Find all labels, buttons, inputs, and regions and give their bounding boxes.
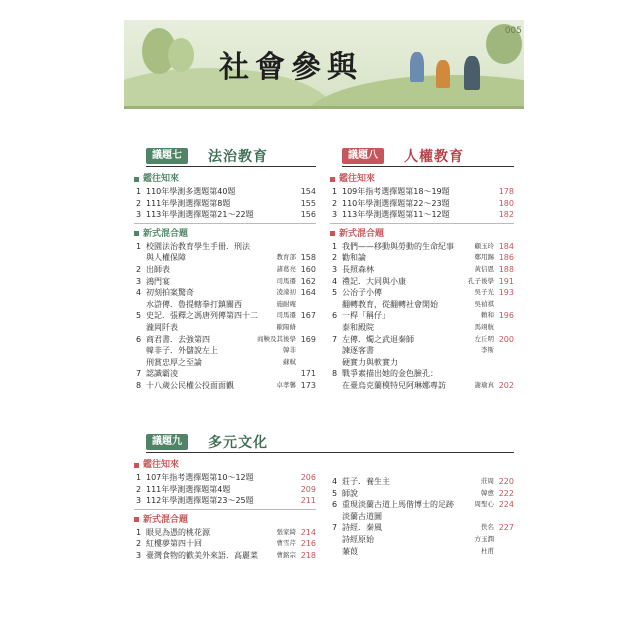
entry-page: 209 <box>300 484 316 494</box>
entry-title: 瀧岡阡表 <box>146 322 178 332</box>
entry-author: 方玉潤 <box>474 534 494 543</box>
entry-number: 5 <box>332 288 338 298</box>
entry-title: 師說 <box>342 488 358 498</box>
toc-entry[interactable] <box>330 186 514 198</box>
entry-title: 出師表 <box>146 264 170 274</box>
toc-entry[interactable] <box>134 550 316 562</box>
subsection-mixed <box>134 227 316 241</box>
toc-entry[interactable] <box>134 380 316 392</box>
entry-title: 在臺烏克蘭模特兒阿琳娜專訪 <box>342 380 446 390</box>
toc-entry[interactable] <box>330 522 514 534</box>
entry-title: 113年學測選擇題第21～22題 <box>146 210 254 220</box>
entry-author: 吳禎祺 <box>474 299 494 308</box>
entry-number: 4 <box>332 276 338 286</box>
toc-entry[interactable] <box>134 484 316 496</box>
entry-number: 1 <box>136 473 142 482</box>
entry-title: 商君書．去強第四 <box>146 334 210 344</box>
entry-author: 莊周 <box>481 477 494 485</box>
entry-title: 臺灣食物的歡美外來語．高麗菜 <box>146 550 258 560</box>
entry-title: 詩經原始 <box>342 534 374 544</box>
toc-entry[interactable] <box>134 357 316 369</box>
entry-page: 169 <box>300 334 316 344</box>
section-name: 多元文化 <box>208 435 268 451</box>
entry-page: 173 <box>300 380 316 390</box>
toc-entry[interactable] <box>330 380 514 392</box>
toc-entry[interactable] <box>330 310 514 322</box>
toc-entry[interactable] <box>134 209 316 221</box>
toc-entry[interactable] <box>330 357 514 369</box>
entry-number: 1 <box>332 187 338 196</box>
entry-number: 8 <box>136 380 142 390</box>
entry-title: 莊子．養生主 <box>342 477 390 486</box>
toc-entry[interactable] <box>134 198 316 210</box>
entry-number: 2 <box>332 198 338 208</box>
entry-page: 154 <box>300 187 316 196</box>
toc-entry[interactable] <box>330 299 514 311</box>
entry-author: 曹雪芹 <box>276 539 296 548</box>
entry-author: 諸葛亮 <box>276 264 296 273</box>
entry-number: 2 <box>136 539 142 549</box>
toc-entry[interactable] <box>134 345 316 357</box>
entry-page: 222 <box>498 488 514 498</box>
entry-author: 佚名 <box>481 523 494 532</box>
entry-number: 3 <box>332 210 338 220</box>
section-9-list-continued <box>330 476 514 557</box>
entry-page: 158 <box>300 253 316 263</box>
toc-entry[interactable] <box>330 488 514 500</box>
subsection-mixed <box>330 227 514 241</box>
toc-entry[interactable] <box>330 368 514 380</box>
entry-number: 2 <box>332 253 338 263</box>
toc-entry[interactable] <box>134 527 316 539</box>
toc-entry[interactable] <box>330 334 514 346</box>
banner <box>124 20 524 109</box>
entry-number: 1 <box>136 241 142 251</box>
page-number: 005 <box>504 26 522 36</box>
toc-entry[interactable] <box>330 499 514 511</box>
entry-title: 111年學測選擇題第4題 <box>146 484 231 494</box>
toc-entry[interactable] <box>134 538 316 550</box>
entry-author: 吳子光 <box>474 288 494 297</box>
toc-entry[interactable] <box>134 334 316 346</box>
entry-author: 顧玉玲 <box>474 241 494 250</box>
divider <box>134 223 316 224</box>
section-7-list <box>134 172 316 392</box>
entry-title: 刑賞忠厚之至論 <box>146 357 202 367</box>
entry-number: 3 <box>136 276 142 286</box>
entry-number: 7 <box>136 369 142 379</box>
bullet-square <box>134 463 139 468</box>
entry-page: 186 <box>498 253 514 263</box>
person-illustration <box>410 52 424 82</box>
subsection-label: 鑑往知來 <box>143 174 180 184</box>
toc-entry[interactable] <box>330 287 514 299</box>
entry-number: 2 <box>136 484 142 494</box>
entry-page: 196 <box>498 311 514 321</box>
subsection-label: 新式混合題 <box>143 228 189 239</box>
section-tag: 議題七 <box>146 148 188 164</box>
entry-title: 淡蘭古道圖 <box>342 511 382 521</box>
entry-number: 1 <box>332 241 338 251</box>
entry-title: 史記．張釋之馮唐列傳第四十二 <box>146 311 258 321</box>
entry-title: 110年學測選擇題第22～23題 <box>342 198 450 208</box>
toc-entry[interactable] <box>134 322 316 334</box>
entry-title: 十八歲公民權公投面面觀 <box>146 380 234 390</box>
entry-author: 李斯 <box>481 346 494 355</box>
section-tag: 議題九 <box>146 434 188 450</box>
entry-title: 公冶子小傳 <box>342 288 382 298</box>
toc-entry[interactable] <box>134 310 316 322</box>
toc-entry[interactable] <box>134 186 316 198</box>
entry-title: 認識霸凌 <box>146 369 178 379</box>
toc-entry[interactable] <box>330 511 514 523</box>
entry-page: 227 <box>498 523 514 533</box>
entry-author: 卓孝馨 <box>276 380 296 389</box>
entry-author: 施耐庵 <box>276 299 296 308</box>
subsection-past <box>134 172 316 186</box>
entry-page: 191 <box>498 276 514 286</box>
bullet-square <box>134 517 139 522</box>
entry-title: 韓非子．外儲說左上 <box>146 346 218 356</box>
entry-title: 110年學測多選題第40題 <box>146 187 236 196</box>
subsection-label: 新式混合題 <box>143 514 189 525</box>
section-header-9 <box>146 434 514 453</box>
entry-page: 218 <box>300 550 316 560</box>
entry-page: 155 <box>300 198 316 208</box>
entry-number: 5 <box>332 488 338 498</box>
entry-page: 206 <box>300 473 316 482</box>
entry-title: 勸和論 <box>342 253 366 263</box>
entry-author: 周聖心 <box>474 500 494 509</box>
toc-entry[interactable] <box>330 322 514 334</box>
entry-number: 1 <box>136 527 142 537</box>
entry-number: 3 <box>136 496 142 506</box>
entry-title: 諫逐客書 <box>342 346 374 356</box>
entry-title: 113年學測選擇題第11～12題 <box>342 210 450 220</box>
section-9-list <box>134 458 316 562</box>
toc-entry[interactable] <box>330 276 514 288</box>
entry-page: 202 <box>498 380 514 390</box>
entry-author: 黃信恩 <box>474 264 494 273</box>
bullet-square <box>330 177 335 182</box>
entry-number: 6 <box>332 311 338 321</box>
person-illustration <box>464 56 480 90</box>
entry-number: 1 <box>136 187 142 196</box>
subsection-past <box>134 458 316 472</box>
tree-illustration <box>168 38 194 72</box>
entry-page: 171 <box>300 369 316 379</box>
toc-entry[interactable] <box>330 264 514 276</box>
entry-author: 司馬遷 <box>276 276 296 285</box>
section-8-list <box>330 172 514 392</box>
divider <box>330 223 514 224</box>
entry-number: 3 <box>332 264 338 274</box>
entry-author: 蘇軾 <box>283 357 296 366</box>
entry-number: 6 <box>332 500 338 510</box>
toc-entry[interactable] <box>330 534 514 546</box>
entry-page: 156 <box>300 210 316 220</box>
entry-number: 3 <box>136 210 142 220</box>
subsection-mixed <box>134 513 316 527</box>
entry-page: 162 <box>300 276 316 286</box>
entry-page: 220 <box>498 477 514 486</box>
entry-title: 眼見為憑的桃花源 <box>146 527 210 537</box>
toc-entry[interactable] <box>330 209 514 221</box>
entry-author: 謝瑜真 <box>474 380 494 389</box>
bullet-square <box>134 231 139 236</box>
entry-title: 翻轉教育，從翻轉社會開始 <box>342 299 438 309</box>
divider <box>134 509 316 510</box>
banner-title: 社會參與 <box>219 50 363 85</box>
entry-title: 禮記．大同與小康 <box>342 276 406 286</box>
entry-number: 6 <box>136 334 142 344</box>
entry-author: 杜甫 <box>481 546 494 555</box>
entry-title: 長照森林 <box>342 264 374 274</box>
entry-page: 216 <box>300 539 316 549</box>
entry-number: 2 <box>136 198 142 208</box>
entry-title: 鴻門宴 <box>146 276 170 286</box>
person-illustration <box>436 60 450 88</box>
entry-page: 184 <box>498 241 514 251</box>
toc-entry[interactable] <box>330 252 514 264</box>
toc-entry[interactable] <box>134 276 316 288</box>
subsection-label: 新式混合題 <box>339 228 385 239</box>
toc-entry[interactable] <box>134 287 316 299</box>
entry-title: 我們——移動與勞動的生命紀事 <box>342 241 454 251</box>
entry-author: 凌濛初 <box>276 288 296 297</box>
entry-page: 188 <box>498 264 514 274</box>
entry-author: 張家綺 <box>276 527 296 536</box>
entry-title: 與人權保障 <box>146 253 186 263</box>
entry-page: 167 <box>300 311 316 321</box>
section-header-7 <box>146 148 316 167</box>
entry-number: 4 <box>136 288 142 298</box>
entry-author: 教育部 <box>276 253 296 262</box>
entry-title: 戰爭素描出她的金色臉孔： <box>342 369 438 379</box>
toc-entry[interactable] <box>134 264 316 276</box>
entry-number: 8 <box>332 369 338 379</box>
entry-title: 硬實力與軟實力 <box>342 357 398 367</box>
toc-entry[interactable] <box>330 198 514 210</box>
section-name: 法治教育 <box>208 149 268 165</box>
subsection-label: 鑑往知來 <box>339 174 376 184</box>
toc-entry[interactable] <box>134 252 316 264</box>
entry-number: 5 <box>136 311 142 321</box>
entry-number: 4 <box>332 477 338 486</box>
entry-title: 詩經．秦風 <box>342 523 382 533</box>
entry-title: 111年學測選擇題第8題 <box>146 198 231 208</box>
entry-title: 校園法治教育學生手冊．刑法 <box>146 241 250 251</box>
entry-author: 曹銘宗 <box>276 550 296 559</box>
entry-title: 112年學測選擇題第23～25題 <box>146 496 254 506</box>
toc-entry[interactable] <box>134 241 316 253</box>
toc-entry[interactable] <box>330 476 514 488</box>
bullet-square <box>330 231 335 236</box>
bullet-square <box>134 177 139 182</box>
subsection-past <box>330 172 514 186</box>
entry-author: 左丘明 <box>474 334 494 343</box>
entry-page: 164 <box>300 288 316 298</box>
entry-author: 歐陽脩 <box>276 322 296 331</box>
entry-page: 160 <box>300 264 316 274</box>
toc-entry[interactable] <box>330 345 514 357</box>
section-tag: 議題八 <box>342 148 384 164</box>
entry-page: 224 <box>498 500 514 510</box>
entry-page: 200 <box>498 334 514 344</box>
entry-title: 左傳．燭之武退秦師 <box>342 334 414 344</box>
entry-title: 水滸傳．魯提轄拳打鎮關西 <box>146 299 242 309</box>
entry-author: 鄭用錫 <box>474 253 494 262</box>
entry-page: 211 <box>300 496 316 506</box>
entry-title: 泰和殿院 <box>342 322 374 332</box>
entry-author: 韓愈 <box>481 488 494 497</box>
toc-entry[interactable] <box>134 472 316 484</box>
toc-entry[interactable] <box>134 495 316 507</box>
toc-entry[interactable] <box>330 546 514 558</box>
entry-title: 重現淡蘭古道上馬偕博士的足跡 <box>342 500 454 510</box>
entry-title: 初刻拍案驚奇 <box>146 288 194 298</box>
entry-author: 商鞅及其後學 <box>257 334 296 343</box>
entry-page: 193 <box>498 288 514 298</box>
entry-title: 109年指考選擇題第18～19題 <box>342 187 450 196</box>
section-name: 人權教育 <box>404 149 464 165</box>
entry-page: 180 <box>498 198 514 208</box>
entry-author: 司馬遷 <box>276 311 296 320</box>
entry-author: 馬翊航 <box>474 322 494 331</box>
entry-author: 韓非 <box>283 346 296 355</box>
toc-entry[interactable] <box>330 241 514 253</box>
entry-title: 107年指考選擇題第10～12題 <box>146 473 254 482</box>
entry-number: 7 <box>332 523 338 533</box>
entry-number: 7 <box>332 334 338 344</box>
entry-author: 賴和 <box>481 311 494 320</box>
entry-author: 孔子後學 <box>468 276 494 285</box>
subsection-label: 鑑往知來 <box>143 460 180 470</box>
entry-title: 紅樓夢第四十回 <box>146 539 202 549</box>
entry-number: 3 <box>136 550 142 560</box>
section-header-8 <box>342 148 514 167</box>
toc-page <box>124 20 524 624</box>
entry-page: 182 <box>498 210 514 220</box>
entry-page: 178 <box>498 187 514 196</box>
entry-page: 214 <box>300 527 316 537</box>
entry-number: 2 <box>136 264 142 274</box>
toc-entry[interactable] <box>134 368 316 380</box>
entry-title: 蒹葭 <box>342 546 358 556</box>
entry-title: 一桿「稱仔」 <box>342 311 390 321</box>
toc-entry[interactable] <box>134 299 316 311</box>
